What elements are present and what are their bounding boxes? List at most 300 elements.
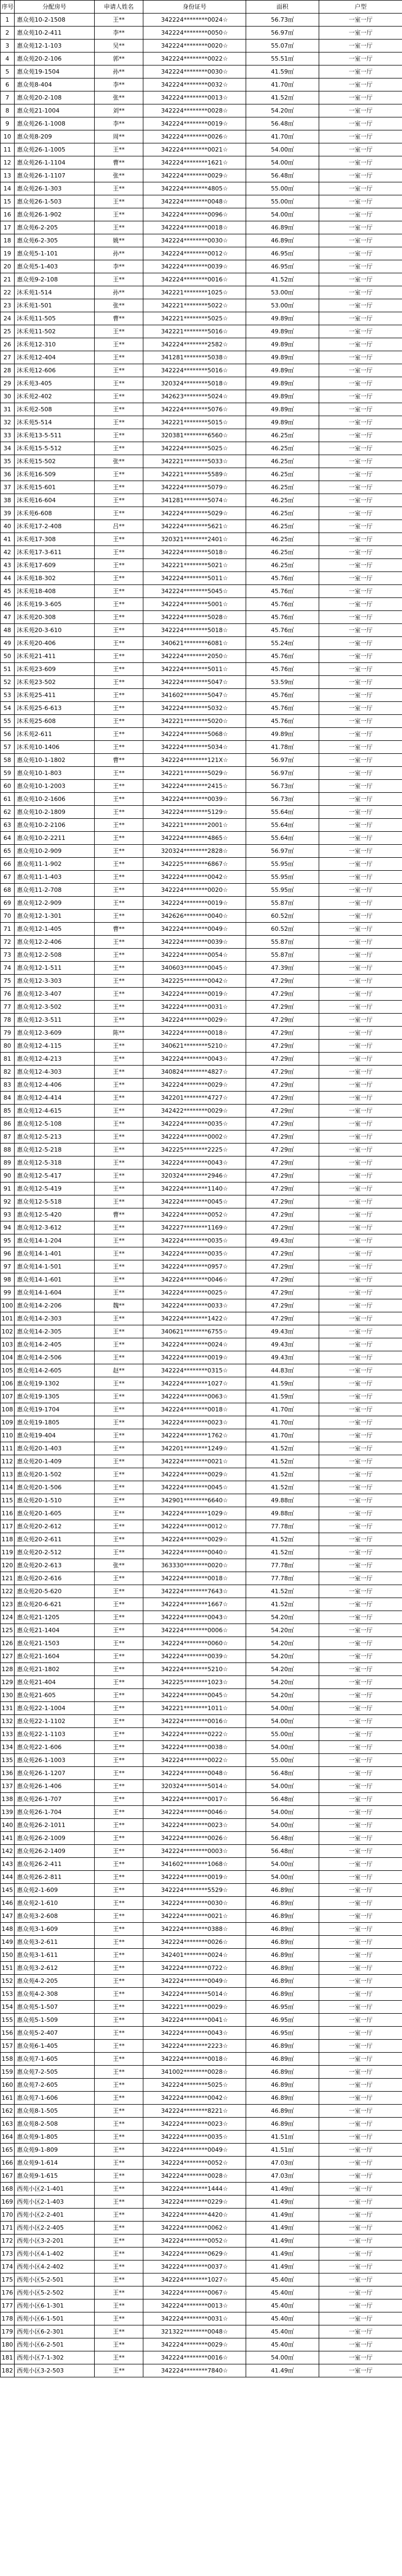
cell-index: 171 — [1, 2222, 15, 2235]
cell-area: 46.95㎡ — [246, 2027, 319, 2040]
cell-room: 惠众苑12-3-502 — [15, 1001, 95, 1014]
cell-index: 128 — [1, 1663, 15, 1676]
cell-index: 100 — [1, 1299, 15, 1312]
cell-area: 54.00㎡ — [246, 1806, 319, 1819]
cell-area: 41.49㎡ — [246, 2235, 319, 2248]
cell-name: 王** — [95, 819, 143, 832]
table-row — [1, 1169, 402, 1182]
header-room: 分配房号 — [15, 1, 95, 14]
cell-name: 王** — [95, 2027, 143, 2040]
cell-area: 46.89㎡ — [246, 2053, 319, 2066]
cell-room: 惠众苑12-5-419 — [15, 1182, 95, 1195]
cell-layout: 一室一厅 — [319, 1871, 402, 1884]
cell-area: 46.95㎡ — [246, 260, 319, 273]
cell-index: 148 — [1, 1923, 15, 1936]
cell-name: 王** — [95, 468, 143, 481]
cell-room: 惠众苑5-1-403 — [15, 260, 95, 273]
table-row — [1, 1027, 402, 1040]
cell-name: 王** — [95, 637, 143, 650]
cell-area: 77.78㎡ — [246, 1572, 319, 1585]
cell-layout: 一室一厅 — [319, 949, 402, 962]
table-row — [1, 1221, 402, 1234]
cell-room: 惠众苑5-1-509 — [15, 2014, 95, 2027]
cell-area: 45.40㎡ — [246, 2312, 319, 2325]
cell-room: 西苑小区4-1-402 — [15, 2248, 95, 2260]
cell-id-number: 342224********0046☆ — [143, 1273, 246, 1286]
cell-room: 西苑小区4-2-402 — [15, 2260, 95, 2273]
cell-name: 王** — [95, 1507, 143, 1520]
cell-layout: 一室一厅 — [319, 1806, 402, 1819]
cell-id-number: 320324********2828☆ — [143, 845, 246, 858]
cell-index: 86 — [1, 1118, 15, 1131]
cell-id-number: 342224********2582☆ — [143, 338, 246, 351]
cell-name: 王** — [95, 949, 143, 962]
cell-name: 王** — [95, 1118, 143, 1131]
cell-area: 53.00㎡ — [246, 286, 319, 299]
cell-index: 116 — [1, 1507, 15, 1520]
header-layout: 户型 — [319, 1, 402, 14]
table-row — [1, 1286, 402, 1299]
cell-room: 惠众苑6-1-405 — [15, 2040, 95, 2053]
cell-room: 西苑小区2-2-401 — [15, 2209, 95, 2222]
cell-room: 惠众苑10-2-411 — [15, 27, 95, 40]
table-row — [1, 1520, 402, 1533]
cell-name: 王** — [95, 377, 143, 390]
cell-layout: 一室一厅 — [319, 40, 402, 52]
cell-index: 161 — [1, 2092, 15, 2105]
cell-layout: 一室一厅 — [319, 2235, 402, 2248]
cell-area: 54.20㎡ — [246, 1637, 319, 1650]
cell-id-number: 342224********0052☆ — [143, 1208, 246, 1221]
cell-area: 46.25㎡ — [246, 494, 319, 507]
cell-name: 刘** — [95, 104, 143, 117]
cell-area: 77.78㎡ — [246, 1559, 319, 1572]
cell-name: 王** — [95, 2118, 143, 2131]
cell-name: 张** — [95, 299, 143, 312]
cell-id-number: 342224********0019☆ — [143, 897, 246, 910]
cell-area: 54.00㎡ — [246, 1702, 319, 1715]
cell-layout: 一室一厅 — [319, 884, 402, 897]
cell-id-number: 342224********4805☆ — [143, 182, 246, 195]
cell-layout: 一室一厅 — [319, 91, 402, 104]
cell-index: 73 — [1, 949, 15, 962]
cell-area: 55.87㎡ — [246, 949, 319, 962]
cell-index: 7 — [1, 91, 15, 104]
cell-layout: 一室一厅 — [319, 754, 402, 767]
cell-id-number: 342224********0048☆ — [143, 195, 246, 208]
cell-area: 53.00㎡ — [246, 299, 319, 312]
cell-layout: 一室一厅 — [319, 221, 402, 234]
cell-name: 王** — [95, 858, 143, 871]
cell-area: 54.00㎡ — [246, 1715, 319, 1728]
table-row — [1, 325, 402, 338]
table-row — [1, 377, 402, 390]
cell-room: 沐禾苑1-501 — [15, 299, 95, 312]
cell-room: 惠众苑11-1-403 — [15, 871, 95, 884]
cell-room: 惠众苑12-5-108 — [15, 1118, 95, 1131]
cell-room: 惠众苑12-3-407 — [15, 988, 95, 1001]
cell-area: 56.48㎡ — [246, 1832, 319, 1845]
cell-index: 92 — [1, 1195, 15, 1208]
cell-id-number: 342224********0018☆ — [143, 221, 246, 234]
table-row — [1, 1793, 402, 1806]
table-row — [1, 1507, 402, 1520]
cell-name: 李** — [95, 27, 143, 40]
cell-area: 45.40㎡ — [246, 2338, 319, 2351]
cell-name: 王** — [95, 2105, 143, 2118]
table-row — [1, 559, 402, 572]
header-area: 面积 — [246, 1, 319, 14]
table-row — [1, 1144, 402, 1156]
cell-index: 41 — [1, 533, 15, 546]
cell-area: 47.29㎡ — [246, 1156, 319, 1169]
cell-id-number: 342224********0067☆ — [143, 2286, 246, 2299]
cell-name: 王** — [95, 2079, 143, 2092]
table-row — [1, 2092, 402, 2105]
cell-id-number: 342224********0315☆ — [143, 1364, 246, 1377]
cell-layout: 一室一厅 — [319, 702, 402, 715]
table-row — [1, 2183, 402, 2196]
cell-index: 36 — [1, 468, 15, 481]
cell-name: 王** — [95, 2260, 143, 2273]
cell-room: 惠众苑26-2-411 — [15, 1858, 95, 1871]
cell-name: 王** — [95, 1014, 143, 1027]
cell-id-number: 342224********1762☆ — [143, 1429, 246, 1442]
table-row — [1, 351, 402, 364]
cell-layout: 一室一厅 — [319, 2014, 402, 2027]
cell-area: 41.52㎡ — [246, 1455, 319, 1468]
cell-area: 55.00㎡ — [246, 1754, 319, 1767]
cell-area: 54.20㎡ — [246, 1676, 319, 1689]
table-row — [1, 429, 402, 442]
cell-layout: 一室一厅 — [319, 546, 402, 559]
table-row — [1, 546, 402, 559]
cell-id-number: 342224********0021☆ — [143, 1455, 246, 1468]
cell-id-number: 342224********5018☆ — [143, 546, 246, 559]
cell-area: 55.95㎡ — [246, 884, 319, 897]
cell-index: 71 — [1, 923, 15, 936]
cell-room: 惠众苑22-1-1103 — [15, 1728, 95, 1741]
table-row — [1, 1429, 402, 1442]
cell-layout: 一室一厅 — [319, 2105, 402, 2118]
cell-index: 4 — [1, 52, 15, 65]
cell-layout: 一室一厅 — [319, 1884, 402, 1897]
cell-area: 47.29㎡ — [246, 1014, 319, 1027]
cell-name: 王** — [95, 1702, 143, 1715]
cell-room: 惠众苑8-1-505 — [15, 2105, 95, 2118]
cell-id-number: 342224********0031☆ — [143, 2312, 246, 2325]
cell-index: 18 — [1, 234, 15, 247]
cell-area: 55.64㎡ — [246, 832, 319, 845]
table-row — [1, 1040, 402, 1053]
cell-name: 王** — [95, 624, 143, 637]
cell-index: 43 — [1, 559, 15, 572]
cell-name: 王** — [95, 1156, 143, 1169]
cell-room: 惠众苑21-1503 — [15, 1637, 95, 1650]
cell-layout: 一室一厅 — [319, 338, 402, 351]
table-row — [1, 312, 402, 325]
cell-id-number: 342401********0024☆ — [143, 1949, 246, 1962]
cell-id-number: 342221********5020☆ — [143, 715, 246, 728]
cell-index: 135 — [1, 1754, 15, 1767]
cell-layout: 一室一厅 — [319, 1624, 402, 1637]
cell-index: 144 — [1, 1871, 15, 1884]
cell-id-number: 342224********0049☆ — [143, 1975, 246, 1988]
cell-area: 41.70㎡ — [246, 1403, 319, 1416]
cell-index: 169 — [1, 2196, 15, 2209]
table-row — [1, 689, 402, 702]
cell-area: 41.70㎡ — [246, 1429, 319, 1442]
table-row — [1, 2079, 402, 2092]
cell-area: 47.29㎡ — [246, 1273, 319, 1286]
table-row — [1, 117, 402, 130]
cell-name: 王** — [95, 1819, 143, 1832]
cell-room: 惠众苑3-2-612 — [15, 1962, 95, 1975]
cell-name: 王** — [95, 650, 143, 663]
cell-name: 王** — [95, 195, 143, 208]
cell-name: 张** — [95, 1559, 143, 1572]
cell-layout: 一室一厅 — [319, 1338, 402, 1351]
table-row — [1, 1247, 402, 1260]
cell-name: 王** — [95, 871, 143, 884]
cell-id-number: 342224********0013☆ — [143, 91, 246, 104]
cell-area: 46.95㎡ — [246, 2001, 319, 2014]
table-row — [1, 897, 402, 910]
cell-room: 沐禾苑21-411 — [15, 650, 95, 663]
cell-area: 55.95㎡ — [246, 871, 319, 884]
cell-area: 46.89㎡ — [246, 1897, 319, 1910]
cell-name: 王** — [95, 715, 143, 728]
cell-room: 沐禾苑15-601 — [15, 481, 95, 494]
cell-id-number: 342221********2001☆ — [143, 819, 246, 832]
cell-name: 王** — [95, 533, 143, 546]
table-row — [1, 1208, 402, 1221]
cell-index: 56 — [1, 728, 15, 741]
cell-name: 郭** — [95, 52, 143, 65]
cell-area: 41.70㎡ — [246, 1416, 319, 1429]
table-row — [1, 390, 402, 403]
cell-layout: 一室一厅 — [319, 1481, 402, 1494]
cell-layout: 一室一厅 — [319, 169, 402, 182]
cell-index: 145 — [1, 1884, 15, 1897]
cell-name: 王** — [95, 1416, 143, 1429]
cell-name: 王** — [95, 559, 143, 572]
cell-index: 52 — [1, 676, 15, 689]
cell-id-number: 342224********0054☆ — [143, 949, 246, 962]
cell-index: 70 — [1, 910, 15, 923]
table-row — [1, 1559, 402, 1572]
table-row — [1, 806, 402, 819]
table-row — [1, 1079, 402, 1092]
cell-index: 12 — [1, 156, 15, 169]
cell-name: 王** — [95, 910, 143, 923]
cell-layout: 一室一厅 — [319, 325, 402, 338]
cell-area: 47.29㎡ — [246, 1260, 319, 1273]
cell-room: 惠众苑20-2-612 — [15, 1520, 95, 1533]
cell-index: 154 — [1, 2001, 15, 2014]
cell-name: 孙** — [95, 65, 143, 78]
cell-id-number: 342224********0060☆ — [143, 1637, 246, 1650]
cell-index: 22 — [1, 286, 15, 299]
table-row — [1, 2222, 402, 2235]
cell-name: 王** — [95, 1936, 143, 1949]
cell-name: 王** — [95, 2325, 143, 2338]
table-row — [1, 1897, 402, 1910]
cell-id-number: 342224********0045☆ — [143, 1689, 246, 1702]
cell-layout: 一室一厅 — [319, 2131, 402, 2144]
cell-layout: 一室一厅 — [319, 1533, 402, 1546]
cell-area: 54.00㎡ — [246, 156, 319, 169]
cell-area: 47.29㎡ — [246, 1001, 319, 1014]
cell-name: 王** — [95, 2248, 143, 2260]
table-row — [1, 1338, 402, 1351]
cell-area: 56.48㎡ — [246, 1845, 319, 1858]
cell-id-number: 342224********0050☆ — [143, 27, 246, 40]
cell-index: 130 — [1, 1689, 15, 1702]
table-row — [1, 1364, 402, 1377]
cell-layout: 一室一厅 — [319, 897, 402, 910]
table-row — [1, 1806, 402, 1819]
cell-index: 63 — [1, 819, 15, 832]
cell-index: 68 — [1, 884, 15, 897]
cell-index: 15 — [1, 195, 15, 208]
table-row — [1, 1351, 402, 1364]
cell-room: 惠众苑12-5-213 — [15, 1131, 95, 1144]
cell-name: 王** — [95, 884, 143, 897]
cell-layout: 一室一厅 — [319, 2092, 402, 2105]
cell-name: 王** — [95, 2170, 143, 2183]
table-row — [1, 1611, 402, 1624]
cell-name: 王** — [95, 1468, 143, 1481]
cell-room: 惠众苑14-2-305 — [15, 1325, 95, 1338]
cell-layout: 一室一厅 — [319, 1442, 402, 1455]
cell-layout: 一室一厅 — [319, 611, 402, 624]
cell-layout: 一室一厅 — [319, 1040, 402, 1053]
cell-layout: 一室一厅 — [319, 286, 402, 299]
cell-index: 175 — [1, 2273, 15, 2286]
cell-area: 41.52㎡ — [246, 1585, 319, 1598]
cell-name: 王** — [95, 702, 143, 715]
cell-room: 惠众苑12-2-406 — [15, 936, 95, 949]
cell-index: 51 — [1, 663, 15, 676]
table-row — [1, 1014, 402, 1027]
cell-index: 91 — [1, 1182, 15, 1195]
cell-area: 47.29㎡ — [246, 1131, 319, 1144]
cell-id-number: 342224********1140☆ — [143, 1182, 246, 1195]
cell-layout: 一室一厅 — [319, 1079, 402, 1092]
cell-index: 75 — [1, 975, 15, 988]
cell-name: 王** — [95, 2066, 143, 2079]
cell-room: 惠众苑8-2-508 — [15, 2118, 95, 2131]
cell-layout: 一室一厅 — [319, 1598, 402, 1611]
cell-id-number: 342224********0722☆ — [143, 1962, 246, 1975]
cell-id-number: 342224********8221☆ — [143, 2105, 246, 2118]
cell-index: 105 — [1, 1364, 15, 1377]
cell-id-number: 342224********0029☆ — [143, 1014, 246, 1027]
cell-area: 44.83㎡ — [246, 1364, 319, 1377]
table-row — [1, 156, 402, 169]
cell-room: 惠众苑11-1-902 — [15, 858, 95, 871]
cell-id-number: 342224********0039☆ — [143, 260, 246, 273]
table-row — [1, 2260, 402, 2273]
cell-layout: 一室一厅 — [319, 494, 402, 507]
cell-index: 133 — [1, 1728, 15, 1741]
cell-index: 125 — [1, 1624, 15, 1637]
cell-id-number: 342224********1027☆ — [143, 1377, 246, 1390]
cell-layout: 一室一厅 — [319, 1585, 402, 1598]
table-row — [1, 2286, 402, 2299]
cell-name: 张** — [95, 91, 143, 104]
table-row — [1, 442, 402, 455]
table-row — [1, 2351, 402, 2364]
cell-name: 吴** — [95, 40, 143, 52]
table-row — [1, 234, 402, 247]
table-row — [1, 1689, 402, 1702]
cell-room: 惠众苑26-1-704 — [15, 1806, 95, 1819]
cell-id-number: 342224********2415☆ — [143, 780, 246, 793]
cell-layout: 一室一厅 — [319, 1156, 402, 1169]
cell-id-number: 342224********0629☆ — [143, 2248, 246, 2260]
cell-name: 王** — [95, 767, 143, 780]
cell-room: 惠众苑9-1-809 — [15, 2144, 95, 2157]
table-row — [1, 1403, 402, 1416]
table-row — [1, 1780, 402, 1793]
cell-id-number: 342224********0019☆ — [143, 117, 246, 130]
cell-id-number: 342224********0388☆ — [143, 1923, 246, 1936]
cell-room: 惠众苑9-1-805 — [15, 2131, 95, 2144]
cell-area: 60.52㎡ — [246, 923, 319, 936]
cell-layout: 一室一厅 — [319, 1182, 402, 1195]
cell-room: 惠众苑6-2-205 — [15, 221, 95, 234]
cell-layout: 一室一厅 — [319, 1221, 402, 1234]
cell-name: 王** — [95, 1001, 143, 1014]
cell-layout: 一室一厅 — [319, 650, 402, 663]
cell-layout: 一室一厅 — [319, 1234, 402, 1247]
cell-area: 47.29㎡ — [246, 1208, 319, 1221]
table-row — [1, 715, 402, 728]
cell-room: 惠众苑20-2-613 — [15, 1559, 95, 1572]
cell-area: 47.29㎡ — [246, 1299, 319, 1312]
cell-name: 王** — [95, 1533, 143, 1546]
cell-name: 李** — [95, 117, 143, 130]
table-row — [1, 1156, 402, 1169]
cell-id-number: 342224********0022☆ — [143, 1754, 246, 1767]
cell-area: 41.52㎡ — [246, 1546, 319, 1559]
cell-id-number: 342224********0023☆ — [143, 2118, 246, 2131]
cell-area: 47.29㎡ — [246, 1092, 319, 1105]
cell-index: 118 — [1, 1533, 15, 1546]
cell-room: 惠众苑19-1305 — [15, 1390, 95, 1403]
cell-id-number: 342224********0024☆ — [143, 14, 246, 27]
cell-id-number: 342224********5210☆ — [143, 1663, 246, 1676]
cell-name: 王** — [95, 1429, 143, 1442]
cell-layout: 一室一厅 — [319, 1260, 402, 1273]
cell-room: 惠众苑26-2-811 — [15, 1871, 95, 1884]
table-row — [1, 1715, 402, 1728]
cell-index: 122 — [1, 1585, 15, 1598]
cell-index: 131 — [1, 1702, 15, 1715]
cell-room: 沐禾苑2-611 — [15, 728, 95, 741]
cell-name: 王** — [95, 1234, 143, 1247]
cell-room: 西苑小区5-2-501 — [15, 2273, 95, 2286]
table-row — [1, 1663, 402, 1676]
cell-name: 王** — [95, 936, 143, 949]
cell-name: 王** — [95, 429, 143, 442]
cell-name: 王** — [95, 2299, 143, 2312]
cell-name: 王** — [95, 1066, 143, 1079]
cell-layout: 一室一厅 — [319, 793, 402, 806]
cell-layout: 一室一厅 — [319, 195, 402, 208]
